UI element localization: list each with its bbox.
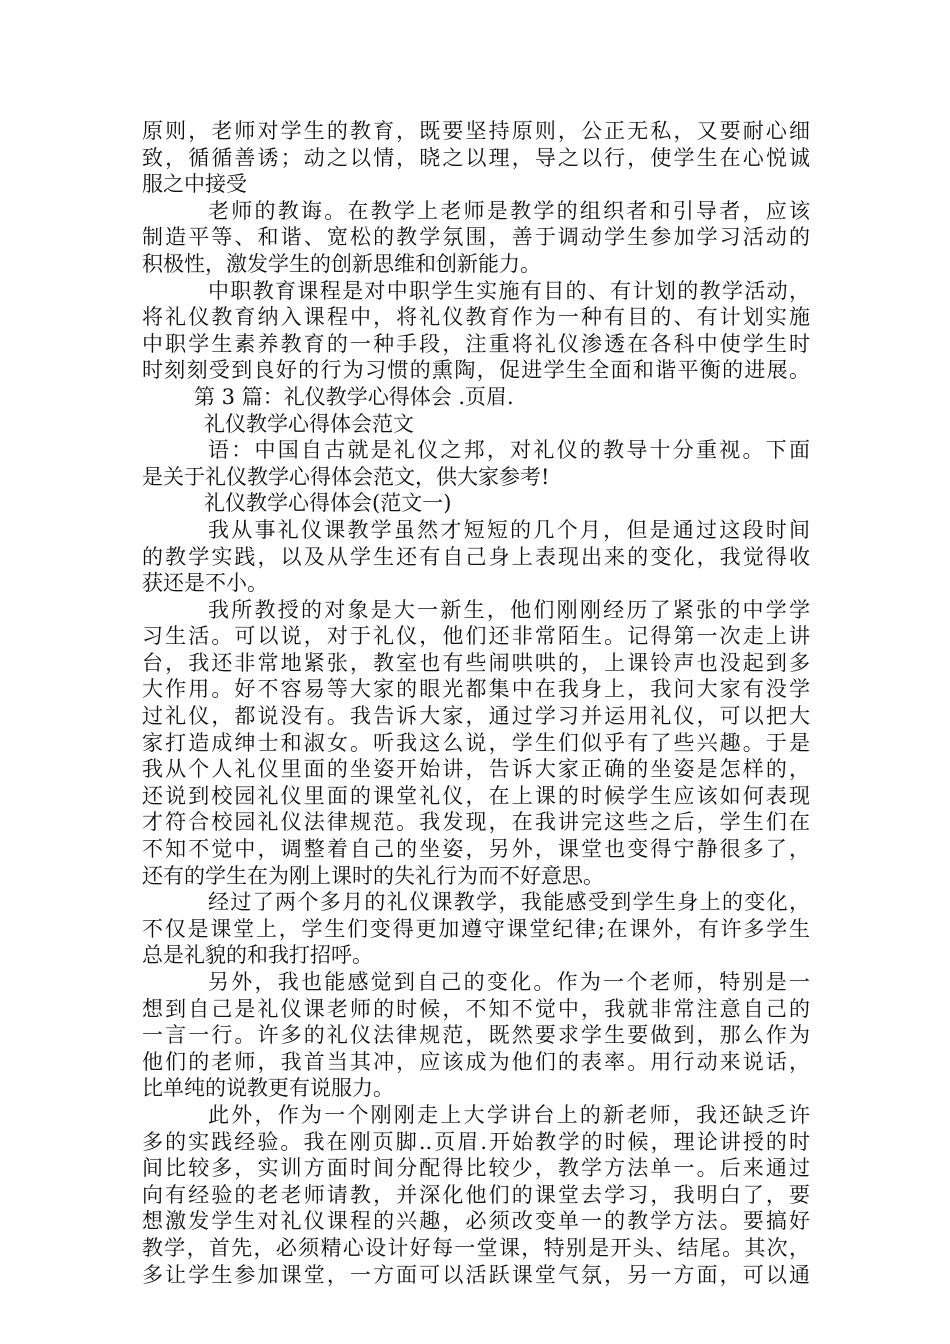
text-line: 此外，作为一个刚刚走上大学讲台上的新老师，我还缺乏许 — [208, 1102, 810, 1127]
text-line: 多让学生参加课堂，一方面可以活跃课堂气氛，另一方面，可以通 — [142, 1262, 810, 1287]
text-line: 原则，老师对学生的教育，既要坚持原则，公正无私，又要耐心细 — [142, 119, 810, 143]
text-line: 时刻刻受到良好的行为习惯的熏陶，促进学生全面和谐平衡的进展。 — [142, 358, 810, 383]
text-line: 家打造成绅士和淑女。听我这么说，学生们似乎有了些兴趣。于是 — [142, 730, 810, 755]
text-line: 比单纯的说教更有说服力。 — [142, 1076, 394, 1101]
text-line: 向有经验的老老师请教，并深化他们的课堂去学习，我明白了，要 — [142, 1182, 810, 1207]
text-line: 语：中国自古就是礼仪之邦，对礼仪的教导十分重视。下面 — [208, 438, 810, 463]
text-line: 是关于礼仪教学心得体会范文，供大家参考! — [142, 464, 550, 489]
text-line: 致，循循善诱；动之以情，晓之以理，导之以行，使学生在心悦诚 — [142, 145, 810, 170]
text-line: 服之中接受 — [142, 172, 247, 197]
text-line: 想到自己是礼仪课老师的时候，不知不觉中，我就非常注意自己的 — [142, 996, 810, 1021]
text-line: 我从事礼仪课教学虽然才短短的几个月，但是通过这段时间 — [208, 517, 810, 542]
text-line: 制造平等、和谐、宽松的教学氛围，善于调动学生参加学习活动的 — [142, 225, 810, 250]
text-line: 还有的学生在为刚上课时的失礼行为而不好意思。 — [142, 863, 604, 888]
text-line: 中职学生素养教育的一种手段，注重将礼仪渗透在各科中使学生时 — [142, 331, 810, 356]
text-line: 过礼仪，都说没有。我告诉大家，通过学习并运用礼仪，可以把大 — [142, 704, 810, 729]
text-line: 经过了两个多月的礼仪课教学，我能感受到学生身上的变化， — [208, 890, 810, 915]
text-line: 大作用。好不容易等大家的眼光都集中在我身上，我问大家有没学 — [142, 677, 810, 702]
text-line: 中职教育课程是对中职学生实施有目的、有计划的教学活动， — [208, 278, 810, 303]
text-line: 他们的老师，我首当其冲，应该成为他们的表率。用行动来说话， — [142, 1049, 810, 1074]
article-title: 礼仪教学心得体会范文 — [204, 411, 414, 436]
text-line: 习生活。可以说，对于礼仪，他们还非常陌生。记得第一次走上讲 — [142, 624, 810, 649]
text-line: 我从个人礼仪里面的坐姿开始讲，告诉大家正确的坐姿是怎样的， — [142, 757, 810, 782]
section-heading: 第 3 篇：礼仪教学心得体会 .页眉. — [194, 384, 514, 409]
text-line: 另外，我也能感觉到自己的变化。作为一个老师，特别是一 — [208, 970, 810, 994]
article-subtitle: 礼仪教学心得体会(范文一) — [204, 491, 452, 516]
text-line: 不知不觉中，调整着自己的坐姿，另外，课堂也变得宁静很多了， — [142, 837, 810, 862]
text-line: 将礼仪教育纳入课程中，将礼仪教育作为一种有目的、有计划实施 — [142, 305, 810, 330]
text-line: 多的实践经验。我在刚页脚..页眉.开始教学的时候，理论讲授的时 — [142, 1129, 810, 1154]
text-line: 想激发学生对礼仪课程的兴趣，必须改变单一的教学方法。要搞好 — [142, 1209, 810, 1234]
text-line: 间比较多，实训方面时间分配得比较少，教学方法单一。后来通过 — [142, 1156, 810, 1181]
text-line: 才符合校园礼仪法律规范。我发现，在我讲完这些之后，学生们在 — [142, 810, 810, 835]
text-line: 积极性，激发学生的创新思维和创新能力。 — [142, 251, 541, 276]
text-line: 老师的教诲。在教学上老师是教学的组织者和引导者，应该 — [208, 198, 810, 223]
text-line: 台，我还非常地紧张，教室也有些闹哄哄的，上课铃声也没起到多 — [142, 650, 810, 675]
text-line: 还说到校园礼仪里面的课堂礼仪，在上课的时候学生应该如何表现 — [142, 783, 810, 808]
text-line: 教学，首先，必须精心设计好每一堂课，特别是开头、结尾。其次， — [142, 1235, 810, 1260]
text-line: 一言一行。许多的礼仪法律规范，既然要求学生要做到，那么作为 — [142, 1023, 810, 1048]
text-line: 的教学实践，以及从学生还有自己身上表现出来的变化，我觉得收 — [142, 544, 810, 569]
text-line: 不仅是课堂上，学生们变得更加遵守课堂纪律;在课外，有许多学生 — [142, 916, 810, 941]
document-body — [142, 118, 810, 1288]
text-line: 总是礼貌的和我打招呼。 — [142, 943, 373, 968]
text-line: 获还是不小。 — [142, 571, 268, 596]
text-line: 我所教授的对象是大一新生，他们刚刚经历了紧张的中学学 — [208, 597, 810, 622]
